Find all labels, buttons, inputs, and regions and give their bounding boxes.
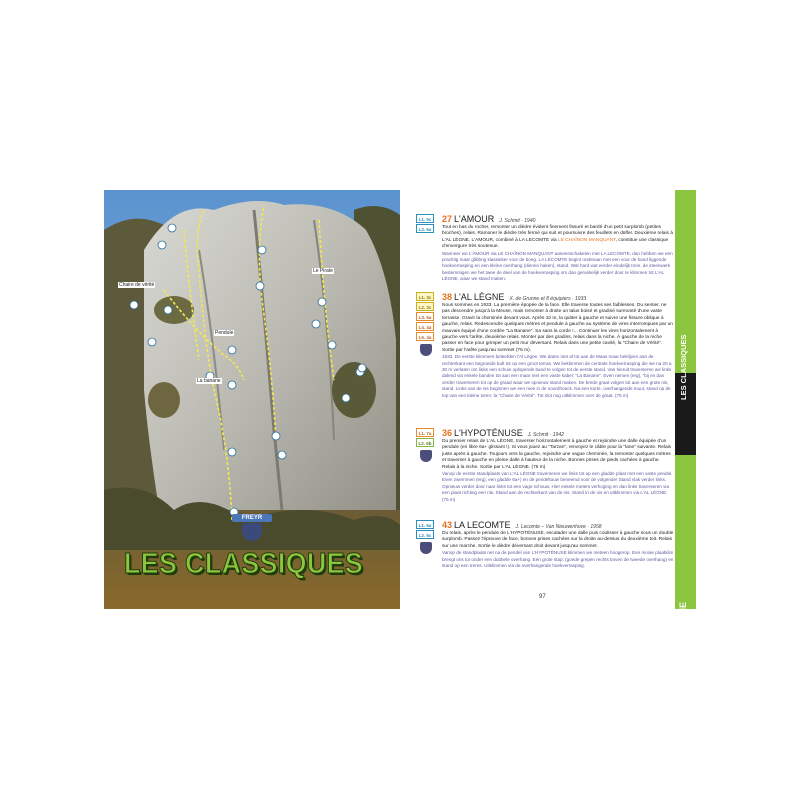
route-author: X. de Grunne et 8 équipiers · 1933 [509,296,587,302]
grade-column [416,292,436,356]
shield-icon [420,344,432,356]
route-author: J. Schmit · 1940 [499,218,536,224]
route-number: 43 [442,520,453,530]
page-number: 97 [539,594,546,600]
route-description-fr: Tout en bas du rocher, remonter un dièdre évident finement fissuré et bardé d'un petit surplomb (petites broches), relais. Ramoner le dièdre très fermé qui suit et poursuivre des feuillets en dülfer. Deuxième relais à L'AL LÈGNE. L'AMOUR, combiné à LA LECOMTE via LE CHAÎNON MANQUANT, constitue une classique d'envergure très soutenue. [442,225,673,250]
chapter-name: LES CLASSIQUES [679,334,688,400]
page-title: LES CLASSIQUES [124,548,364,580]
grade-badge: L2. 6b [416,438,434,447]
grade-badge: L2. 5c [416,530,434,539]
grade-column [416,428,436,462]
route-name: L'HYPOTÉNUSE [454,428,523,438]
route-name: L'AL LÈGNE [454,292,505,302]
freyr-logo: FREYR [232,514,272,541]
route-heading [442,214,674,224]
cliff-illustration [104,190,400,609]
route-description-fr: Nous sommes en 1933. La première épopée de la face. Elle traverse toutes ses faiblesses. Du sentier, ne pas descendre jusqu'à la Meuse, mais remonter à droite un talus boisé et gradiné surmonté d'une vaste terrasse. Gravir la cheminée devant vous. Après 10 m, la quitter à gauche et suivre une fissure oblique à gauche, relais. Redescendre quelques mètres et pendule à gauche au système de vires interrompues par un mauvais équipé d'une cordée "La Banane". Sa sans la corde !... Continuer les vires horizontalement à gauche vers l'arête, deuxième relais. Monter par des gradins, relais dans la niche. À gauche de la niche passer en face pour grimper un petit mur déversant. Relais dans une petite cavité, la "Chaire de Vérité". Sortie par l'arête jusqu'au sommet (75 m). [442,303,673,353]
route-number: 27 [442,214,453,224]
shield-icon [420,450,432,462]
grade-badge: L2. 6a [416,224,434,233]
chapter-tab [675,190,696,655]
grade-badge: L5. 4a [416,332,434,341]
section-name: L'AL LÈGNE [678,602,688,655]
label-pirate: Le Pirate [313,268,334,274]
grade-column [416,214,436,234]
grade-badge: L1. 7a [416,428,434,437]
route-name: L'AMOUR [454,214,495,224]
label-chaire: Chaire de vérité [119,282,155,288]
grade-badge: L3. 5a [416,312,434,321]
grade-badge: L4. 4a [416,322,434,331]
route-heading [442,520,674,530]
route-description-nl: Wanneer we L'AMOUR via LE CHAÎNON MANQUANT aaneenschakelen met LA LECOMTE, dan hebben we een prachtig maar glibbrig klassieker voor de boeg. LA LECOMTE begint onderaan met een voor de hand liggende hoekverrasping en een kleine overhang (dienen haken), stand. Wat hard wat eerder eindelijk trein. de steenwerk bestemmigen we het twee de deel van de hoekverrasping om dan geruskelijk verder door te klimmen tot L'AL LÈGNE, waar we stand maken. [442,250,673,282]
topo-photo [104,190,400,609]
grade-badge: L1. 3c [416,292,434,301]
shield-icon [420,542,432,554]
route-name: LA LECOMTE [454,520,511,530]
route-descriptions [408,190,674,609]
route-description-nl: 1933. De eerste klimmers beleefden l'Al Lègne. We daten niet af tot aan de Maas maar beklijven aan de rechterkant een begroeide bult tot op een groot terras. We beklimmen de centrale hoekverrasping die we na 20 a 30 m verlaten om links een schuin oplopende band te volgen tot de eerste stand. Van hieruit traverseren we links dalend via enkele banden tot aan een maar met een vaste kabel: "La Banane". Even nemen (erg), "bij en dan verder traverseren tot op de graad waar we opnieuw stand maken. De brede graat volgen tot aan een grote nis, stand. Links van de nis beginnen we een mee in de noordhoeck. Na een korte, overhangende muur, stand op de top van een kleine toren: la "Chaire de Vérité". Tot slot nog uitklimmen over de graat. (75 m) [442,354,672,398]
grade-column [416,520,436,554]
route-description-nl: Vanop de standplaats net na de pendel van L'HYPOTÉNUSE klimmen we meteen hoogerop. Een mooie plaatklim brengt ons tot onder een dubbele overhang. Eén grote stap: (goede grepen rechts boven de tweede overhang) en stand op een treres. Uitklimmen via de overhangende hoekverrasping. [442,550,674,569]
route-author: J. Schmit · 1942 [527,432,564,438]
route-description-fr: Du premier relais de L'AL LÈGNE, traverser horizontalement à gauche et rejoindre une dalle équipée d'un pendule (en libre 6a+ glissant !). Si vous jouez au "Tarzan", renvoyez le câble pour la "lane" suivante. Relais juste après à gauche. Toujours vers la gauche, rejoindre une vague cheminée, la remonter quelques mètres et traverser à gauche en pleine dalle à hauteur de la niche. Bonnes prises de pieds cachées à gauche. Relais à la niche. Sortie par L'AL LÈGNE. (75 m) [442,439,672,470]
route-number: 36 [442,428,453,438]
grade-badge: L2. 3c [416,302,434,311]
grade-badge: L1. 5c [416,214,434,223]
route-author: J. Lecomte – Van Nieuwenhove · 1958 [515,524,602,530]
route-heading [442,428,674,438]
route-description-nl: Vanop de eerste standplaats van L'AL LÈGNE traverseren we links tot op een gladde plaat met een vaste pendel. Even zwemmen (erg), een gladde 6a+) en de pendeltouw beneemd voor de volgende! Stand vlak verder links. Opnieuw verder door naar links tot een vage schouw. Hier enkele meters verhoging en dan links traverseren via een plaat richting een nis. Stand aan de rechterkant van de nis. Stand in de nis en uitklimmen via L'AL LÈGNE. (75 m) [442,471,673,502]
grade-badge: L1. 6a [416,520,434,529]
label-banane: La banane [197,378,221,384]
route-description-fr: Du relais, après le pendule de L'HYPOTÉNUSE, escalader une dalle puis coulisser à gauche sous un double surplomb. Passez l'épreuve de face, bonnes prises cachées sur la droite au-dessus du deuxième toit. Relais sur une marche. Sortie le dièdre déversant droit devant jusqu'au sommet. [442,531,674,549]
route-number: 38 [442,292,453,302]
route-heading [442,292,674,302]
label-pendule: Pendule [215,330,234,336]
